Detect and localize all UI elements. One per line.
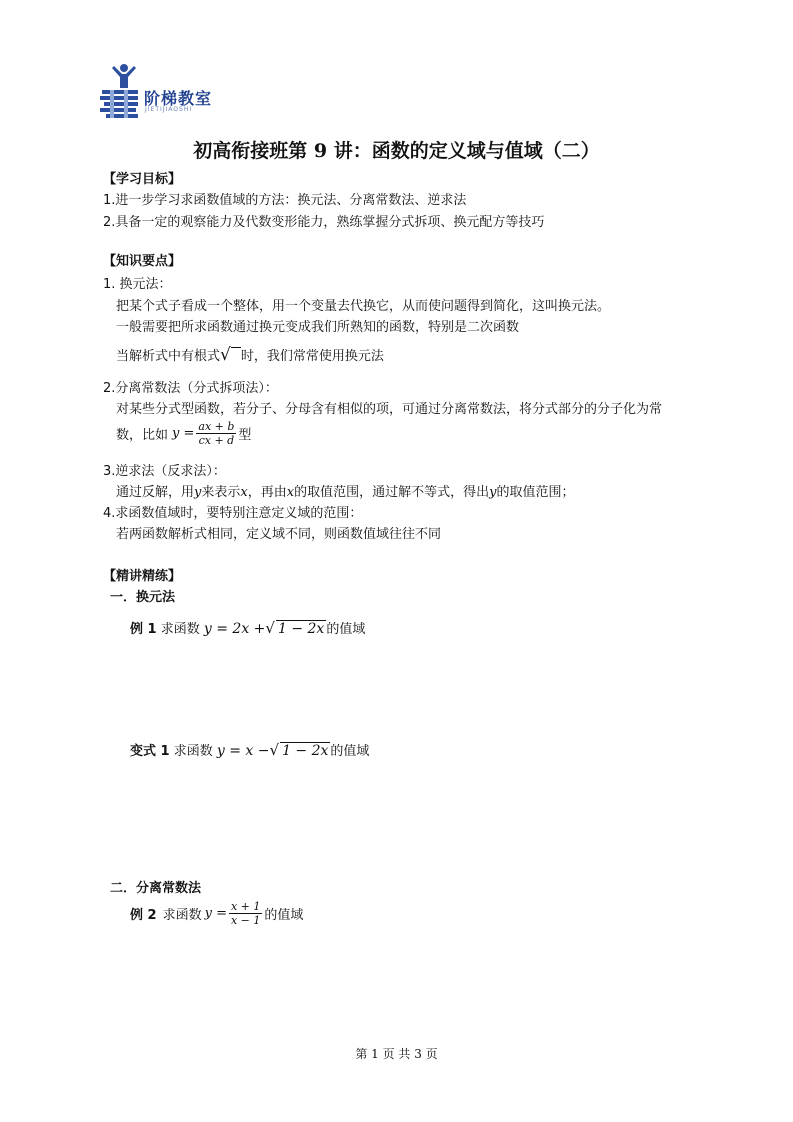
knowledge-4-title: 4.求函数值域时，要特别注意定义域的范围： xyxy=(103,506,363,521)
variant-1 xyxy=(130,740,369,759)
knowledge-heading: 【知识要点】 xyxy=(103,254,182,269)
knowledge-2-line2-b: 型 xyxy=(238,428,252,443)
knowledge-2-line2 xyxy=(116,420,251,447)
knowledge-2-line2-a: 数，比如 xyxy=(116,428,169,443)
knowledge-2-title: 2.分离常数法（分式拆项法）： xyxy=(103,381,278,396)
page-footer: 第 1 页 共 3 页 xyxy=(355,1047,438,1061)
radical-sign-icon: √ xyxy=(220,345,231,365)
knowledge-2-line1: 对某些分式型函数，若分子、分母含有相似的项，可通过分离常数法，将分式部分的分子化为常 xyxy=(116,402,663,417)
example-2 xyxy=(130,900,303,927)
example-1-text-a: 求函数 xyxy=(160,622,200,637)
logo-text: 阶梯教室 xyxy=(144,89,213,108)
knowledge-3-text-a: 通过反解，用 xyxy=(116,485,195,500)
knowledge-4-line1: 若两函数解析式相同，定义域不同，则函数值域往往不同 xyxy=(116,527,442,542)
knowledge-1-line3-a: 当解析式中有根式 xyxy=(116,349,221,364)
knowledge-3-text-e: 的取值范围； xyxy=(496,485,575,500)
example-2-numerator: x + 1 xyxy=(230,900,261,913)
variant-1-radicand: 1 − 2x xyxy=(282,743,329,759)
example-1-text-b: 的值域 xyxy=(326,622,366,637)
knowledge-1-line3 xyxy=(116,345,384,365)
page-title: 初高衔接班第 9 讲：函数的定义域与值域（二） xyxy=(193,140,600,162)
section-1-title: 一．换元法 xyxy=(110,590,176,605)
goal-item-1: 1.进一步学习求函数值域的方法：换元法、分离常数法、逆求法 xyxy=(103,193,467,208)
example-2-text-b: 的值域 xyxy=(264,908,304,923)
knowledge-3-text-d: 的取值范围，通过解不等式，得出 xyxy=(294,485,490,500)
example-1-label: 例 1 xyxy=(130,622,157,637)
knowledge-2-y: y = xyxy=(172,426,195,441)
var-y-2: y xyxy=(489,485,497,500)
knowledge-1-title: 1. 换元法： xyxy=(103,277,172,292)
fraction-numerator: ax + b xyxy=(198,420,235,433)
knowledge-3-text-b: 来表示 xyxy=(201,485,241,500)
fraction-denominator: cx + d xyxy=(198,434,235,447)
variant-1-label: 变式 1 xyxy=(130,744,170,759)
knowledge-1-line3-b: 时，我们常常使用换元法 xyxy=(240,349,384,364)
goal-item-2: 2.具备一定的观察能力及代数变形能力，熟练掌握分式拆项、换元配方等技巧 xyxy=(103,215,545,230)
var-y: y xyxy=(194,485,202,500)
variant-1-expr: y = x − xyxy=(216,743,270,759)
fraction-example-2 xyxy=(229,900,262,927)
example-2-y: y = xyxy=(204,906,227,921)
logo-subtext: JIETIJIAOSHI xyxy=(145,106,193,113)
radical-sign-icon: √ xyxy=(269,741,280,759)
example-1 xyxy=(130,618,365,637)
example-2-denominator: x − 1 xyxy=(230,914,261,927)
example-1-expr: y = 2x + xyxy=(203,621,266,637)
knowledge-1-line2: 一般需要把所求函数通过换元变成我们所熟知的函数，特别是二次函数 xyxy=(116,320,520,335)
section-2-title: 二．分离常数法 xyxy=(110,881,202,896)
knowledge-3-line1 xyxy=(116,481,574,500)
example-2-text-a: 求函数 xyxy=(162,908,202,923)
practice-heading: 【精讲精练】 xyxy=(103,569,182,584)
example-1-radicand: 1 − 2x xyxy=(277,621,325,637)
var-x: x xyxy=(240,485,248,500)
var-x-2: x xyxy=(286,485,295,500)
variant-1-text-b: 的值域 xyxy=(330,744,370,759)
knowledge-3-text-c: ，再由 xyxy=(247,485,287,500)
variant-1-text-a: 求函数 xyxy=(173,744,213,759)
example-2-label: 例 2 xyxy=(130,908,157,923)
knowledge-3-title: 3.逆求法（反求法）： xyxy=(103,464,226,479)
fraction-general xyxy=(196,420,236,447)
radical-sign-icon: √ xyxy=(265,619,275,637)
goals-heading: 【学习目标】 xyxy=(103,172,182,187)
knowledge-1-line1: 把某个式子看成一个整体，用一个变量去代换它，从而使问题得到简化，这叫换元法。 xyxy=(116,299,611,314)
